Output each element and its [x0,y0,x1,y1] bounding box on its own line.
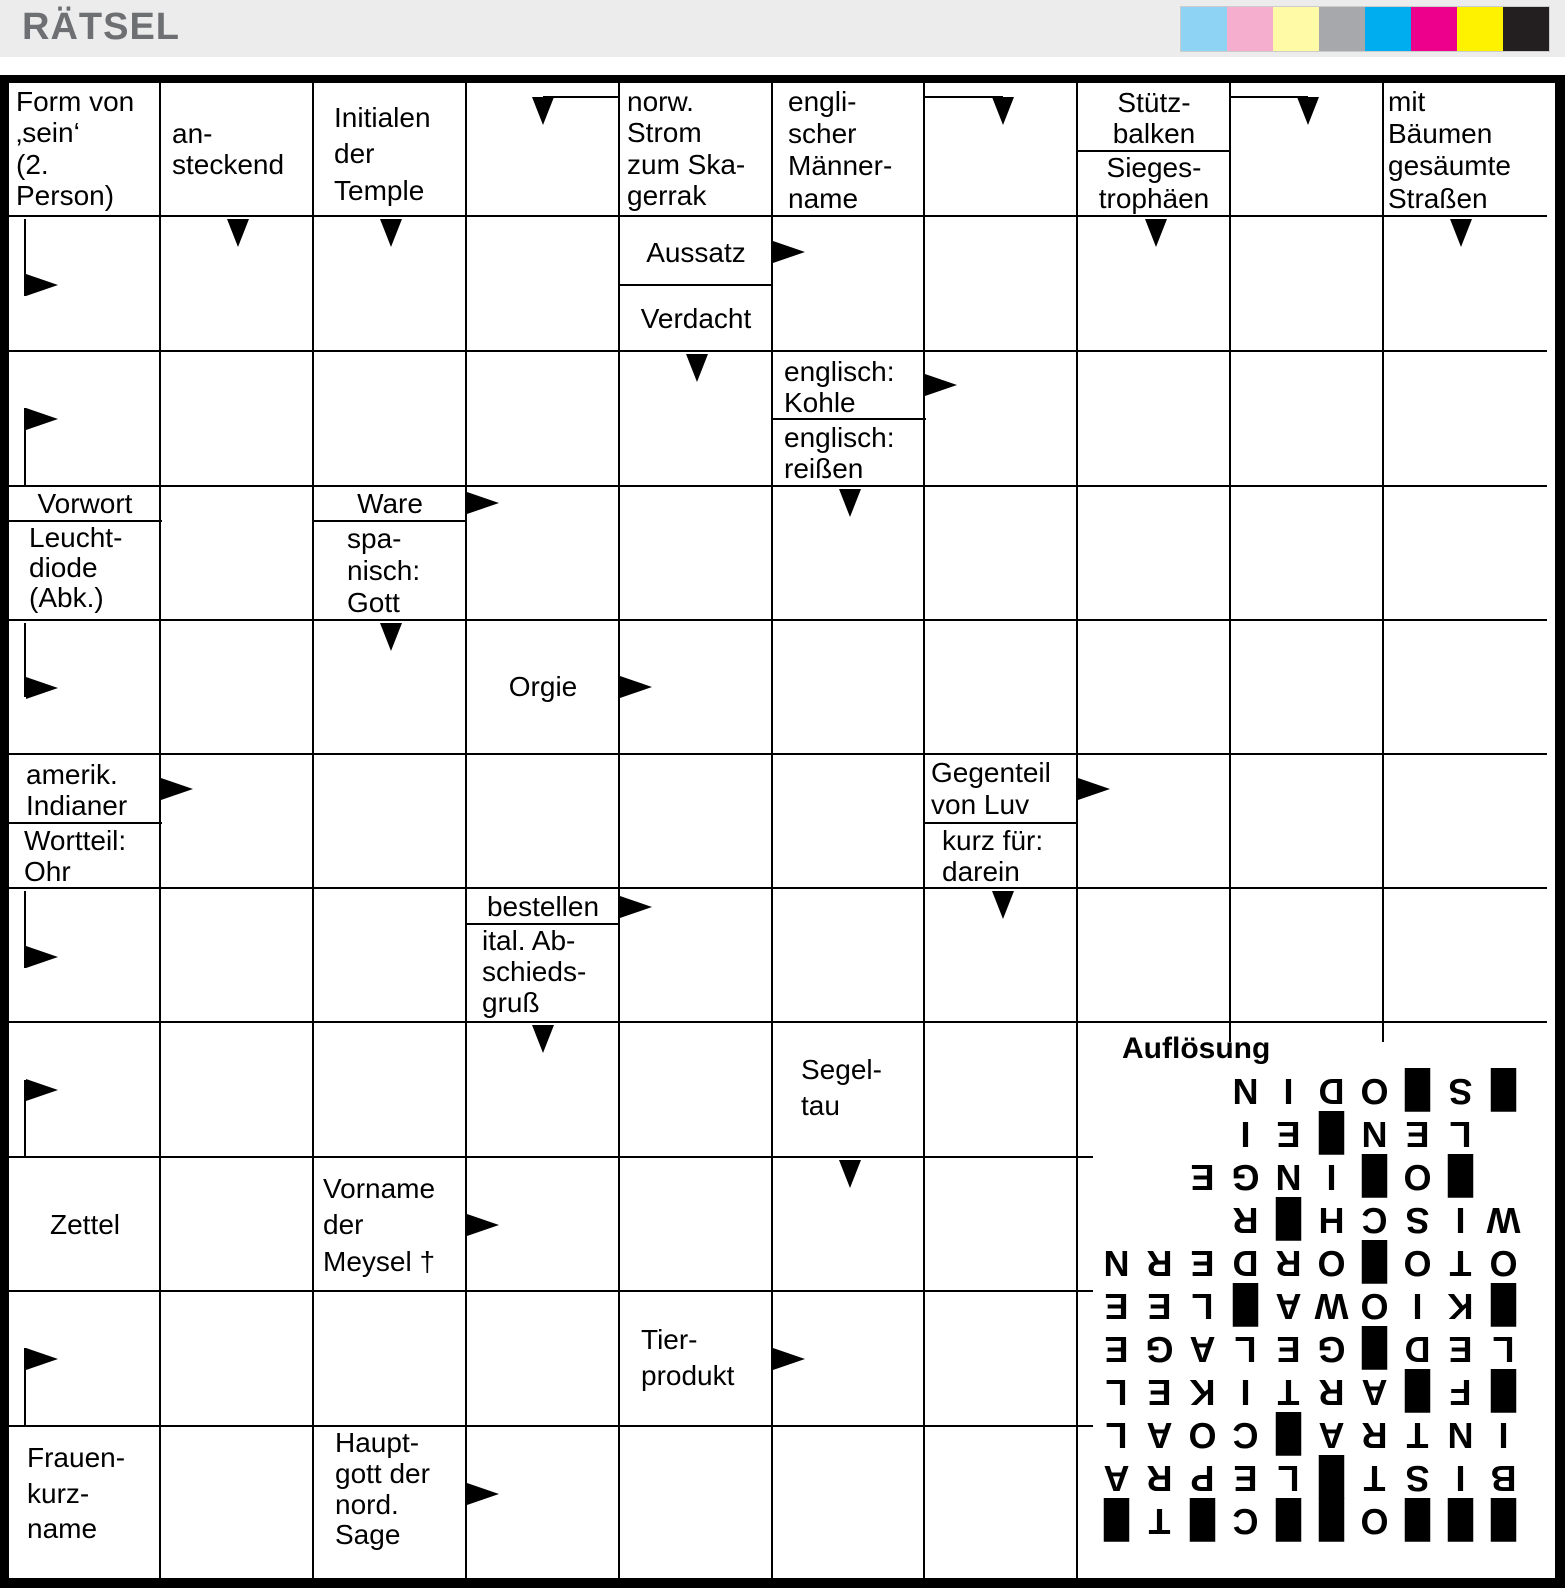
solution-letter: I [1455,1200,1466,1241]
grid-cell[interactable] [773,1292,925,1427]
solution-letter [1482,1156,1525,1198]
grid-cell[interactable] [314,889,467,1023]
clue-gegenteil-luv: Gegenteil von Luv [931,757,1051,821]
grid-cell[interactable] [773,889,925,1023]
grid-cell[interactable] [314,755,467,889]
solution-letter: █ [1275,1415,1302,1456]
solution-letter: A [1318,1415,1345,1456]
clue-frauenkurzname: Frauen- kurz- name [27,1442,126,1545]
grid-cell[interactable] [773,755,925,889]
grid-cell[interactable] [620,889,773,1023]
grid-cell[interactable] [1231,755,1384,889]
solution-letter: T [1148,1501,1171,1542]
solution-letter: T [1406,1415,1429,1456]
solution-row [1181,1156,1525,1198]
solution-letter: D [1232,1243,1259,1284]
solution-letter: █ [1361,1329,1388,1370]
solution-letter: I [1240,1372,1251,1413]
solution-letter: G [1317,1329,1346,1370]
grid-cell[interactable] [161,1158,314,1292]
solution-letter: N [1103,1243,1130,1284]
solution-letter: O [1403,1157,1432,1198]
solution-letter: █ [1318,1501,1345,1542]
solution-letter: O [1188,1415,1217,1456]
clue-siegestrophaeen: Sieges- trophäen [1098,152,1210,214]
solution-letter: █ [1490,1372,1517,1413]
solution-letter: I [1326,1157,1337,1198]
solution-letter: R [1361,1415,1388,1456]
clue-engl-maennername: engli- scher Männer- name [788,86,893,214]
solution-letter: O [1360,1071,1389,1112]
solution-letter: L [1277,1458,1300,1499]
clue-divider [925,822,1078,824]
solution-letter: C [1232,1415,1259,1456]
solution-title: Auflösung [1122,1032,1271,1065]
solution-letter: █ [1490,1501,1517,1542]
solution-letter: G [1231,1157,1260,1198]
clue-norw-strom: norw. Strom zum Ska- gerrak [627,86,746,212]
clue-divider [773,418,926,420]
grid-cell[interactable] [161,1427,314,1578]
solution-letter: K [1189,1372,1216,1413]
grid-cell[interactable] [620,352,773,487]
grid-cell[interactable] [1078,621,1231,755]
swatch-black [1503,7,1549,51]
swatch-light-cyan [1181,7,1227,51]
grid-cell[interactable] [467,1023,620,1158]
header-bar [0,0,1565,57]
grid-cell[interactable] [773,217,925,352]
solution-letter: T [1363,1458,1386,1499]
solution-letter: I [1283,1071,1294,1112]
solution-letter: T [1277,1372,1300,1413]
clue-stuetzbalken: Stütz- balken [1112,87,1196,149]
grid-cell[interactable] [9,352,161,487]
swatch-cyan [1365,7,1411,51]
solution-letter: A [1146,1415,1173,1456]
grid-cell[interactable] [1231,217,1384,352]
solution-letter: O [1360,1286,1389,1327]
solution-letter: R [1275,1243,1302,1284]
grid-cell[interactable] [467,1292,620,1427]
grid-cell[interactable] [161,217,314,352]
solution-letter: K [1447,1286,1474,1327]
grid-cell[interactable] [9,1292,161,1427]
grid-cell[interactable] [773,621,925,755]
grid-cell[interactable] [1384,217,1547,352]
solution-letter: █ [1275,1200,1302,1241]
grid-cell[interactable] [467,487,620,621]
solution-row [1095,1500,1525,1542]
solution-letter: N [1275,1157,1302,1198]
solution-letter: E [1233,1458,1258,1499]
solution-row [1224,1199,1525,1241]
grid-cell[interactable] [1384,621,1547,755]
swatch-light-magenta [1227,7,1273,51]
clue-divider [620,284,773,286]
grid-cell[interactable] [1231,487,1384,621]
solution-letter: I [1240,1114,1251,1155]
grid-cell[interactable] [467,1427,620,1578]
clue-form-von-sein: Form von ‚sein‘ (2. Person) [16,86,135,212]
solution-letter: E [1190,1157,1215,1198]
grid-cell[interactable] [161,755,314,889]
color-swatches [1180,6,1550,52]
grid-cell[interactable] [9,1023,161,1158]
solution-letter: C [1361,1200,1388,1241]
solution-letter: L [1105,1415,1128,1456]
grid-cell[interactable] [161,1292,314,1427]
clue-amerik-indianer: amerik. Indianer [26,760,128,821]
grid-cell[interactable] [467,83,620,217]
solution-letter: T [1449,1243,1472,1284]
solution-letter: R [1146,1458,1173,1499]
clue-ware: Ware [357,488,423,520]
swatch-light-yellow [1273,7,1319,51]
solution-letter: O [1403,1243,1432,1284]
grid-cell[interactable] [925,1023,1078,1158]
solution-letter: B [1490,1458,1517,1499]
solution-letter: █ [1318,1114,1345,1155]
solution-letter: L [1492,1329,1515,1370]
solution-letter: █ [1490,1071,1517,1112]
solution-letter: E [1190,1243,1215,1284]
puzzle-title: RÄTSEL [22,6,180,48]
solution-letter: S [1405,1200,1430,1241]
solution-letter: E [1104,1286,1129,1327]
solution-letter: I [1498,1415,1509,1456]
solution-letter: O [1360,1501,1389,1542]
grid-cell[interactable] [620,755,773,889]
clue-leuchtdiode: Leucht- diode (Abk.) [29,523,123,614]
solution-letter: E [1276,1114,1301,1155]
solution-letter: O [1489,1243,1518,1284]
solution-letter: █ [1404,1501,1431,1542]
solution-letter: A [1275,1286,1302,1327]
solution-letter: █ [1447,1157,1474,1198]
solution-letter: N [1361,1114,1388,1155]
clue-wortteil-ohr: Wortteil: Ohr [24,826,127,887]
solution-row [1095,1328,1525,1370]
solution-row [1224,1070,1525,1112]
clue-divider [9,520,162,522]
solution-letter: O [1317,1243,1346,1284]
clue-divider [467,923,620,925]
solution-letter: W [1486,1200,1521,1241]
solution-letter: A [1189,1329,1216,1370]
clue-divider [9,822,162,824]
solution-letter: █ [1404,1071,1431,1112]
clue-hauptgott-nord-sage: Haupt- gott der nord. Sage [335,1428,430,1551]
grid-cell[interactable] [1231,83,1384,217]
clue-divider [314,520,467,522]
clue-orgie: Orgie [508,671,578,703]
grid-cell[interactable] [620,1158,773,1292]
solution-letter: L [1234,1329,1257,1370]
clue-spanisch-gott: spa- nisch: Gott [347,523,421,619]
grid-cell[interactable] [925,1427,1078,1578]
grid-cell[interactable] [1384,889,1547,1023]
solution-row [1095,1457,1525,1499]
grid-cell[interactable] [161,352,314,487]
solution-letter: D [1318,1071,1345,1112]
solution-letter [1482,1113,1525,1155]
solution-letter: W [1314,1286,1349,1327]
grid-cell[interactable] [620,621,773,755]
solution-letter: █ [1189,1501,1216,1542]
solution-letter: I [1412,1286,1423,1327]
grid-cell[interactable] [161,1023,314,1158]
solution-letter: I [1455,1458,1466,1499]
grid-cell[interactable] [1384,755,1547,889]
grid-cell[interactable] [314,1023,467,1158]
solution-letter: R [1146,1243,1173,1284]
grid-cell[interactable] [925,1158,1078,1292]
grid-cell[interactable] [314,217,467,352]
solution-letter: E [1276,1329,1301,1370]
grid-cell[interactable] [467,1158,620,1292]
clue-zettel: Zettel [49,1209,121,1241]
solution-letter: N [1447,1415,1474,1456]
grid-cell[interactable] [925,487,1078,621]
swatch-gray [1319,7,1365,51]
clue-englisch-reissen: englisch: reißen [784,422,895,484]
grid-cell[interactable] [773,487,925,621]
grid-cell[interactable] [1078,217,1231,352]
solution-letter: D [1404,1329,1431,1370]
grid-cell[interactable] [620,487,773,621]
grid-cell[interactable] [1078,755,1231,889]
solution-row [1095,1371,1525,1413]
grid-cell[interactable] [925,889,1078,1023]
grid-cell[interactable] [1231,621,1384,755]
solution-letter: E [1104,1329,1129,1370]
clue-vorname-meysel: Vorname der Meysel † [323,1173,436,1277]
swatch-magenta [1411,7,1457,51]
solution-letter: S [1405,1458,1430,1499]
grid-cell[interactable] [1231,352,1384,487]
clue-verdacht: Verdacht [640,303,752,335]
grid-cell[interactable] [1384,487,1547,621]
grid-cell[interactable] [1231,889,1384,1023]
grid-cell[interactable] [925,621,1078,755]
clue-initialen-temple: Initialen der Temple [334,102,431,206]
solution-letter: █ [1318,1458,1345,1499]
solution-letter: R [1232,1200,1259,1241]
grid-cell[interactable] [9,217,161,352]
solution-letter: L [1191,1286,1214,1327]
grid-cell[interactable] [314,352,467,487]
solution-letter: N [1232,1071,1259,1112]
swatch-yellow [1457,7,1503,51]
grid-cell[interactable] [773,1158,925,1292]
clue-vorwort: Vorwort [37,488,133,520]
grid-cell[interactable] [773,1427,925,1578]
clue-baeume-strassen: mit Bäumen gesäumte Straßen [1388,86,1511,214]
clue-englisch-kohle: englisch: Kohle [784,356,895,418]
grid-cell[interactable] [925,352,1078,487]
solution-letter: █ [1103,1501,1130,1542]
solution-letter: E [1147,1286,1172,1327]
solution-letter: E [1405,1114,1430,1155]
solution-letter: █ [1275,1501,1302,1542]
solution-letter: A [1361,1372,1388,1413]
grid-cell[interactable] [1078,487,1231,621]
solution-letter: █ [1447,1501,1474,1542]
solution-letter: S [1448,1071,1473,1112]
grid-cell[interactable] [620,1023,773,1158]
grid-cell[interactable] [925,217,1078,352]
grid-cell[interactable] [161,621,314,755]
solution-letter: L [1105,1372,1128,1413]
solution-letter: C [1232,1501,1259,1542]
solution-row [1095,1414,1525,1456]
solution-letter: E [1147,1372,1172,1413]
grid-cell[interactable] [1078,352,1231,487]
solution-letter: █ [1232,1286,1259,1327]
solution-row [1095,1242,1525,1284]
grid-cell[interactable] [925,1292,1078,1427]
solution-letter: P [1190,1458,1215,1499]
solution-letter: █ [1361,1157,1388,1198]
grid-cell[interactable] [161,889,314,1023]
solution-letter: G [1145,1329,1174,1370]
solution-row [1224,1113,1525,1155]
solution-letter: █ [1404,1372,1431,1413]
grid-cell[interactable] [9,889,161,1023]
solution-letter: E [1448,1329,1473,1370]
solution-row [1095,1285,1525,1327]
grid-cell[interactable] [1078,889,1231,1023]
solution-letter: A [1103,1458,1130,1499]
grid-cell[interactable] [1384,352,1547,487]
clue-ital-abschiedsgruss: ital. Ab- schieds- gruß [482,926,587,1018]
solution-letter: H [1318,1200,1345,1241]
grid-cell[interactable] [467,755,620,889]
solution-letter: █ [1490,1286,1517,1327]
grid-cell[interactable] [467,352,620,487]
clue-aussatz: Aussatz [646,237,746,269]
grid-cell[interactable] [161,487,314,621]
clue-kurz-darein: kurz für: darein [942,826,1044,887]
solution-letter: L [1449,1114,1472,1155]
solution-letter: R [1318,1372,1345,1413]
grid-cell[interactable] [467,217,620,352]
grid-cell[interactable] [9,621,161,755]
clue-segeltau: Segel- tau [801,1054,882,1122]
solution-letter: F [1449,1372,1472,1413]
grid-cell[interactable] [925,83,1078,217]
clue-bestellen: bestellen [486,891,600,923]
grid-cell[interactable] [620,1427,773,1578]
grid-cell[interactable] [314,1292,467,1427]
clue-tierprodukt: Tier- produkt [641,1324,735,1391]
solution-letter: █ [1361,1243,1388,1284]
grid-cell[interactable] [314,621,467,755]
clue-ansteckend: an- steckend [172,118,285,181]
clue-divider [1078,150,1231,152]
